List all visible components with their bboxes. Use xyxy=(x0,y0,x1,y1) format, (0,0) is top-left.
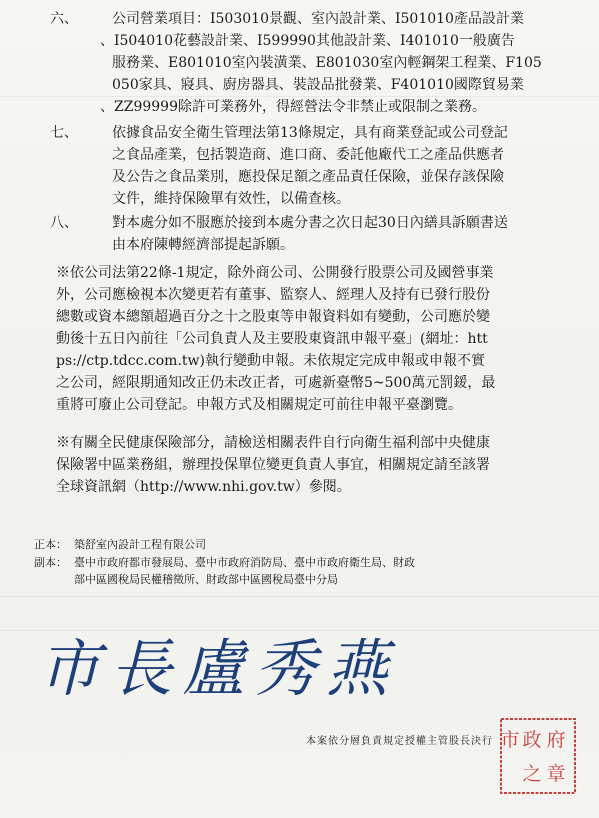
item-line: 公司營業項目：I503010景觀、室內設計業、I501010產品設計業 xyxy=(112,11,524,27)
recipient-copies xyxy=(34,554,554,590)
note-line: ※依公司法第22條-1規定，除外商公司、公開發行股票公司及國營事業 xyxy=(56,265,494,281)
item-line: 服務業、E801010室內裝潢業、E801030室內輕鋼架工程業、F105 xyxy=(112,55,542,71)
item-line: 之食品產業，包括製造商、進口商、委託他廠代工之產品供應者 xyxy=(112,147,504,163)
item-line: 文件，維持保險單有效性，以備查核。 xyxy=(112,191,350,207)
seal-char: 政 xyxy=(522,729,542,751)
mayor-signature-seal xyxy=(38,615,468,711)
delegation-note: 本案依分層負責規定授權主管股長決行 xyxy=(306,736,493,747)
note-line: 保險署中區業務組，辦理投保單位變更負責人事宜，相關規定請至該署 xyxy=(56,457,490,473)
seal-char: 府 xyxy=(546,729,566,751)
item-number: 六、 xyxy=(50,11,78,27)
note-company-act xyxy=(56,262,568,418)
item-business-scope xyxy=(50,8,570,120)
note-line: 之公司，經限期通知改正仍未改正者，可處新臺幣5~500萬元罰鍰，最 xyxy=(56,375,496,391)
item-line: 及公告之食品業別，應投保足額之產品責任保險，並保存該保險 xyxy=(112,169,504,185)
item-line: 、ZZ99999除許可業務外，得經營法令非禁止或限制之業務。 xyxy=(100,99,486,115)
mayor-signature-text: 市長盧秀燕 xyxy=(38,631,399,705)
item-line: 對本處分如不服應於接到本處分書之次日起30日內繕具訴願書送 xyxy=(112,215,508,231)
copy-label: 副本： xyxy=(34,556,67,569)
note-line: ps://ctp.tdcc.com.tw)執行變動申報。未依規定完成申報或申報不實 xyxy=(56,353,485,369)
item-line: 依據食品安全衛生管理法第13條規定，具有商業登記或公司登記 xyxy=(112,125,508,141)
item-appeal xyxy=(50,212,570,256)
note-line: ※有關全民健康保險部分，請檢送相關表件自行向衛生福利部中央健康 xyxy=(56,435,490,451)
seal-char: 市 xyxy=(500,729,520,751)
copy-line: 臺中市政府都市發展局、臺中市政府消防局、臺中市政府衛生局、財政 xyxy=(74,556,415,569)
item-number: 七、 xyxy=(50,125,78,141)
copy-line: 部中區國稅局民權稽徵所、財政部中區國稅局臺中分局 xyxy=(74,573,338,586)
main-value: 築舒室內設計工程有限公司 xyxy=(74,538,206,551)
government-seal xyxy=(498,716,578,796)
main-label: 正本： xyxy=(34,538,67,551)
seal-char: 之 xyxy=(522,763,542,785)
note-line: 外，公司應檢視本次變更若有董事、監察人、經理人及持有已發行股份 xyxy=(56,287,490,303)
item-line: 050家具、寢具、廚房器具、裝設品批發業、F401010國際貿易業 xyxy=(112,77,524,93)
note-health-insurance xyxy=(56,432,568,498)
item-line: 由本府陳轉經濟部提起訴願。 xyxy=(112,237,294,253)
note-line: 重將可廢止公司登記。申報方式及相關規定可前往申報平臺瀏覽。 xyxy=(56,397,462,413)
item-number: 八、 xyxy=(50,215,78,231)
note-line: 全球資訊網（http://www.nhi.gov.tw）參閱。 xyxy=(56,479,351,495)
recipient-main xyxy=(34,536,554,554)
seal-graphic xyxy=(498,716,578,796)
item-food-safety xyxy=(50,122,570,210)
bleed-through-line xyxy=(0,596,599,597)
note-line: 動後十五日內前往「公司負責人及主要股東資訊申報平臺」(網址：htt xyxy=(56,331,488,347)
item-line: 、I504010花藝設計業、I599990其他設計業、I401010一般廣告 xyxy=(100,33,515,49)
note-line: 總數或資本總額超過百分之十之股東等申報資料如有變動，公司應於變 xyxy=(56,309,490,325)
seal-char: 章 xyxy=(546,763,566,785)
